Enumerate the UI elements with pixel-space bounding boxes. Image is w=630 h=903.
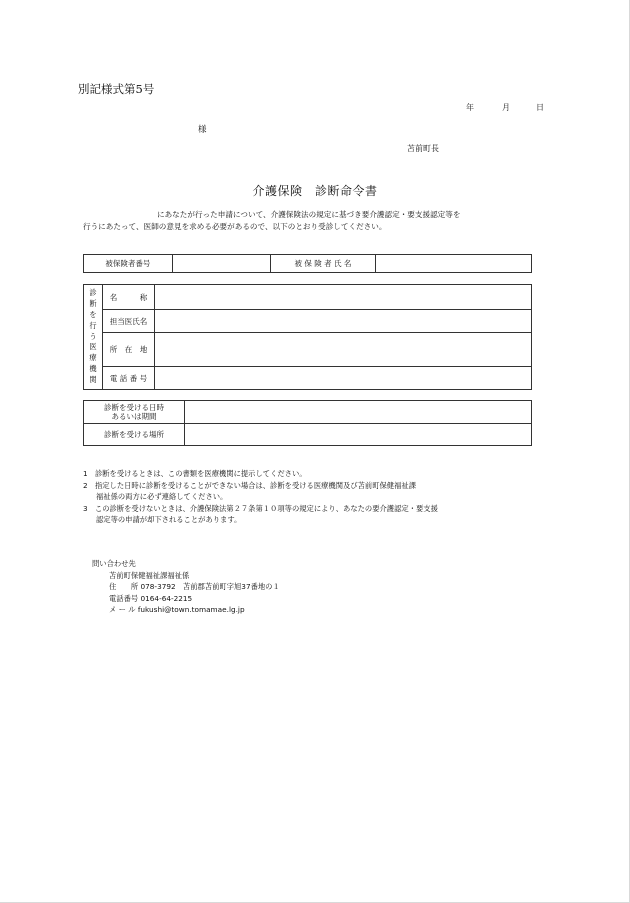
contact-address: 住 所 078-3792 苫前郡苫前町字旭37番地の１ <box>109 582 280 591</box>
exam-datetime-field[interactable] <box>185 401 532 424</box>
doctor-name-label: 担当医氏名 <box>103 310 155 333</box>
note-2: 2 指定した日時に診断を受けることができない場合は、診断を受ける医療機関及び苫前町保健福祉課 <box>83 481 416 490</box>
insured-number-label: 被保険者番号 <box>84 255 173 273</box>
contact-phone: 電話番号 0164-64-2215 <box>109 594 193 603</box>
contact-email[interactable]: メ ー ル fukushi@town.tomamae.lg.jp <box>109 605 245 614</box>
date-year-label: 年 <box>466 103 474 112</box>
contact-department: 苫前町保健福祉課福祉係 <box>109 571 190 580</box>
doctor-name-field[interactable] <box>155 310 532 333</box>
institution-table <box>83 284 532 390</box>
institution-address-label: 所 在 地 <box>103 333 155 367</box>
issuer-name: 苫前町長 <box>407 144 439 153</box>
insured-table <box>83 254 532 273</box>
exam-datetime-label-line-2: あるいは期間 <box>111 412 157 421</box>
institution-name-label: 名 称 <box>103 285 155 310</box>
intro-line-2: 行うにあたって、医師の意見を求める必要があるので、以下のとおり受診してください。 <box>83 222 387 231</box>
date-month-label: 月 <box>502 103 510 112</box>
institution-section-label: 診 断 を 行 う 医 療 機 関 <box>84 285 103 390</box>
exam-datetime-label-line-1: 診断を受ける日時 <box>104 403 164 412</box>
document-title: 介護保険 診断命令書 <box>252 184 378 198</box>
date-day-label: 日 <box>536 103 544 112</box>
intro-line-1: にあなたが行った申請について、介護保険法の規定に基づき要介護認定・要支援認定等を <box>157 210 461 219</box>
note-3-continued: 認定等の申請が却下されることがあります。 <box>96 515 242 524</box>
institution-address-field[interactable] <box>155 333 532 367</box>
institution-name-field[interactable] <box>155 285 532 310</box>
schedule-table <box>83 400 532 446</box>
note-3: 3 この診断を受けないときは、介護保険法第２７条第１０項等の規定により、あなたの要介護認定・要支援 <box>83 504 438 513</box>
exam-datetime-label <box>84 401 185 424</box>
addressee-suffix: 様 <box>198 125 207 135</box>
institution-phone-field[interactable] <box>155 367 532 390</box>
exam-place-label: 診断を受ける場所 <box>84 424 185 446</box>
insured-name-field[interactable] <box>376 255 532 273</box>
institution-phone-label: 電 話 番 号 <box>103 367 155 390</box>
insured-name-label: 被 保 険 者 氏 名 <box>270 255 376 273</box>
exam-place-field[interactable] <box>185 424 532 446</box>
insured-number-field[interactable] <box>172 255 270 273</box>
note-2-continued: 福祉係の両方に必ず連絡してください。 <box>96 492 228 501</box>
form-number: 別記様式第5号 <box>78 82 155 96</box>
note-1: 1 診断を受けるときは、この書類を医療機関に提示してください。 <box>83 469 307 478</box>
contact-heading: 問い合わせ先 <box>92 559 136 568</box>
